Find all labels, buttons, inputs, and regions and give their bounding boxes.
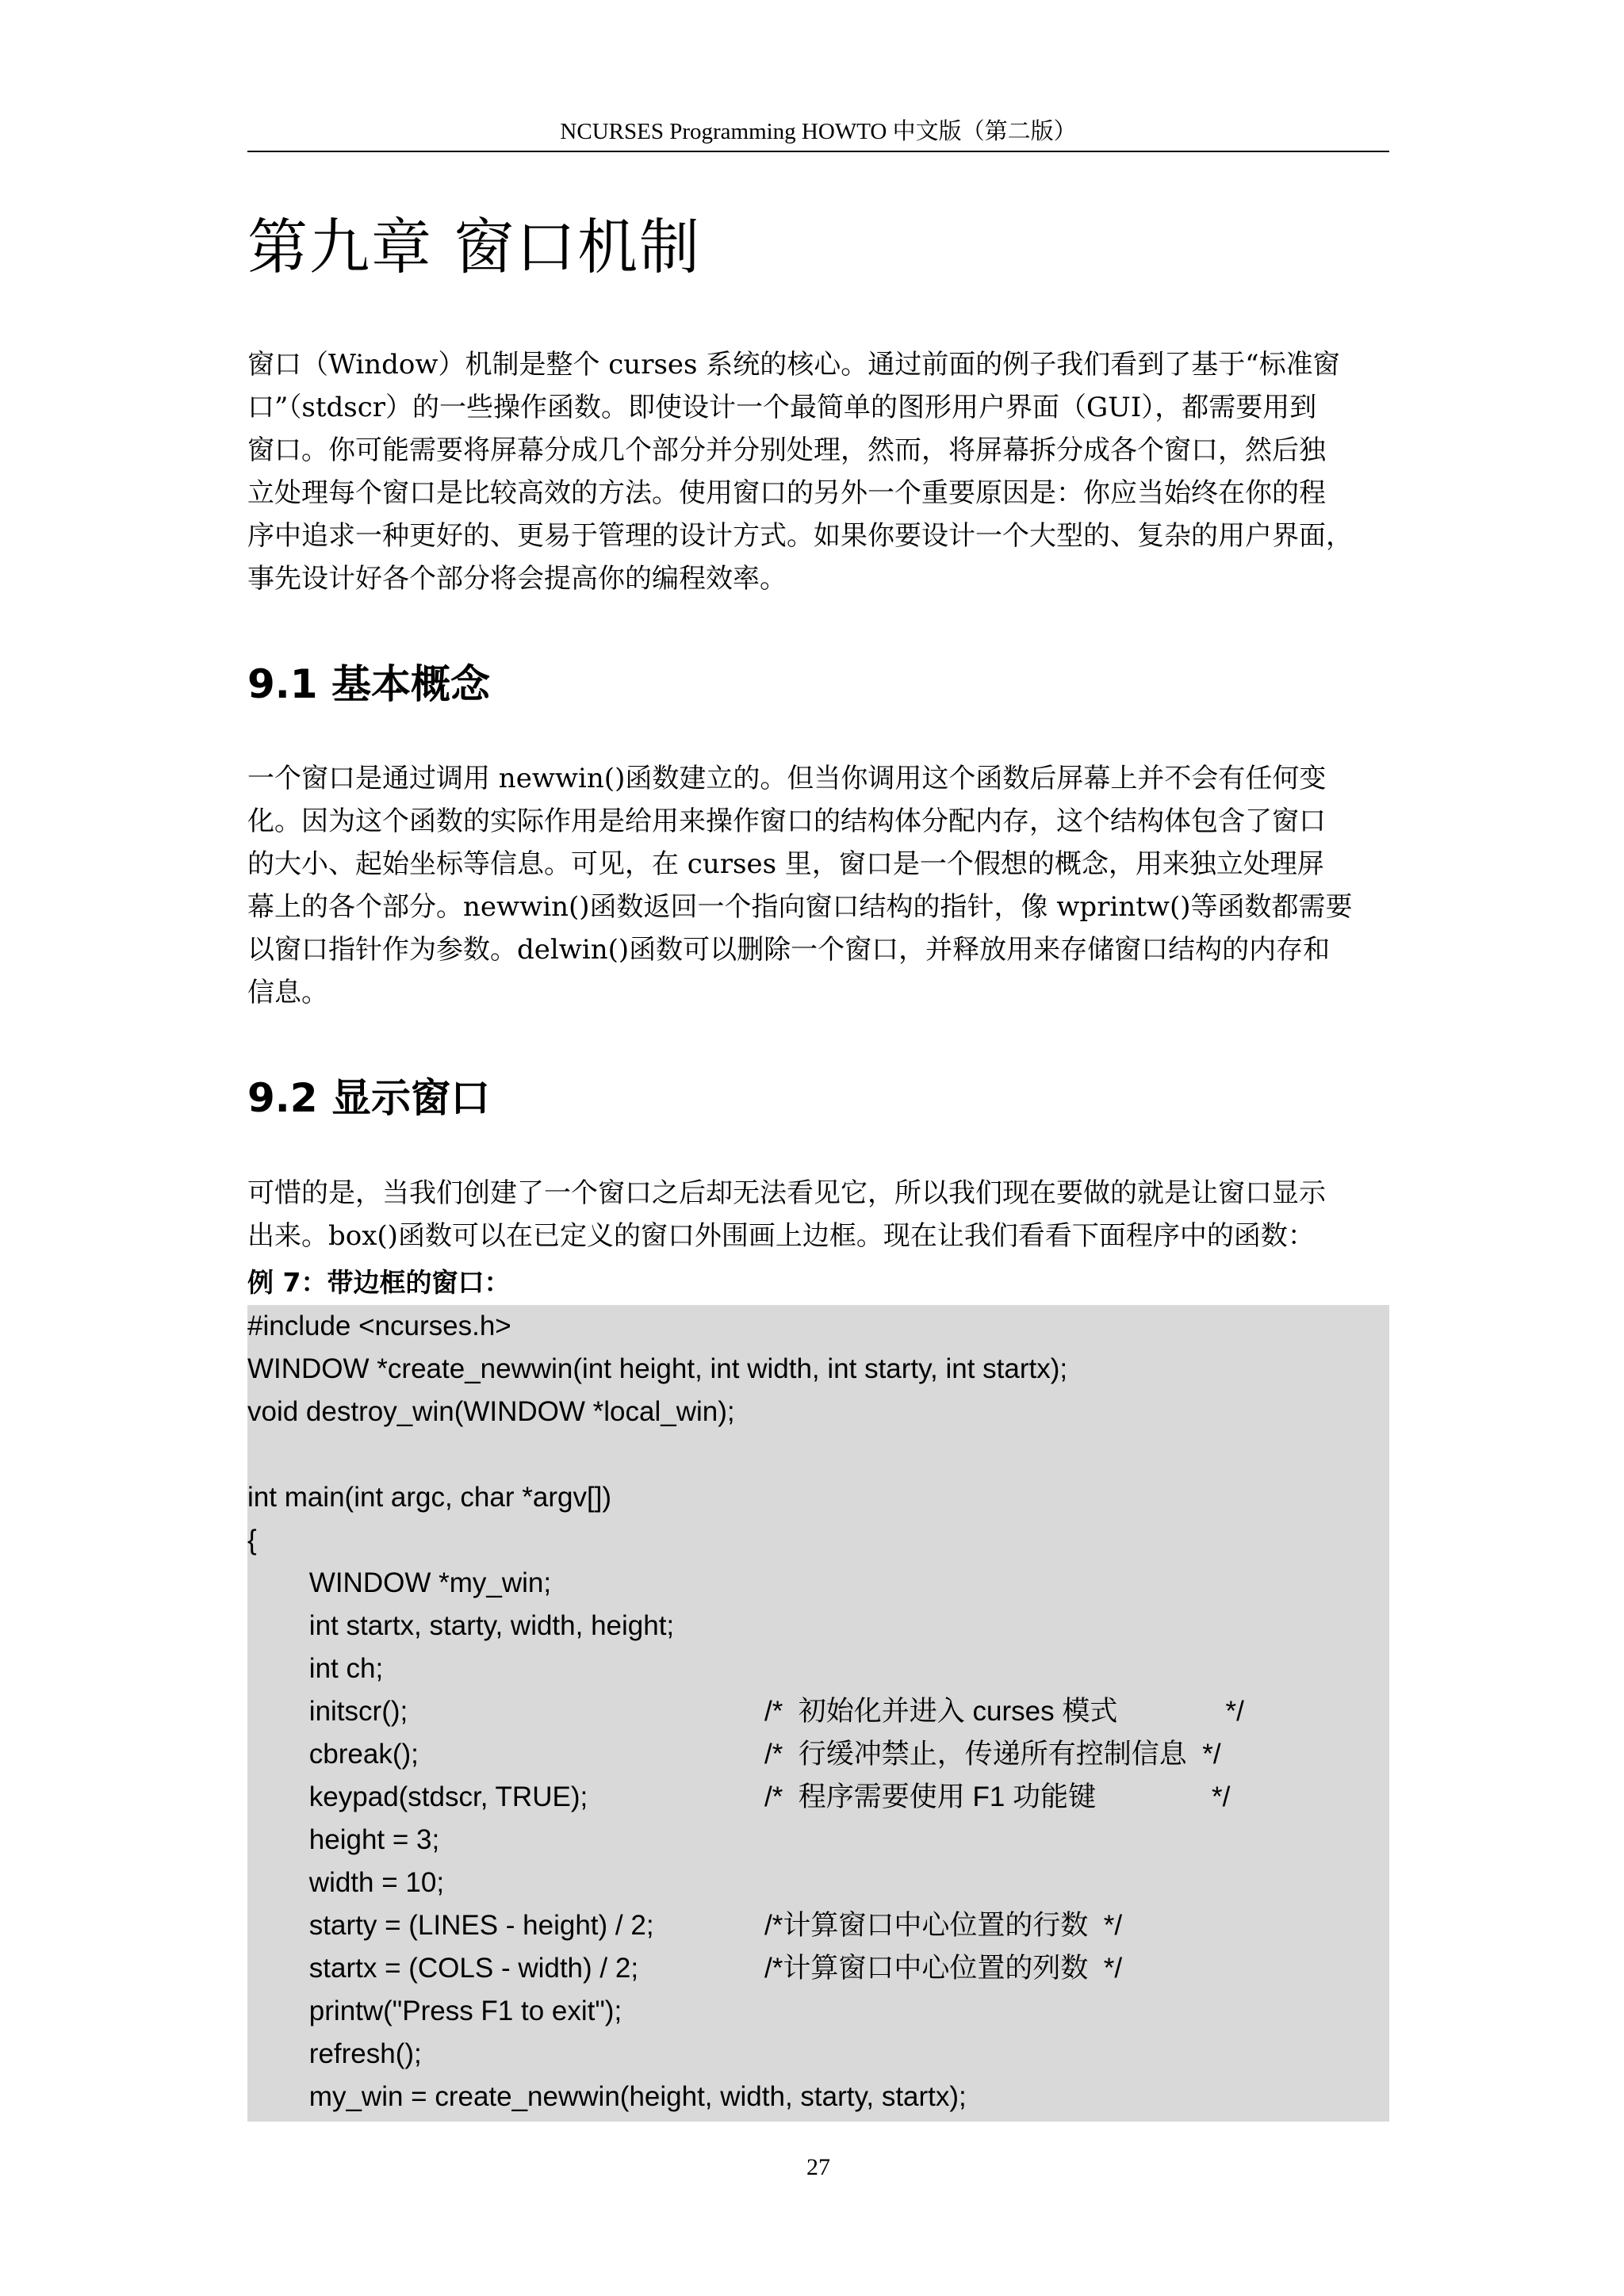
section-9-1-paragraph: 一个窗口是通过调用 newwin()函数建立的。但当你调用这个函数后屏幕上并不会有任何变 化。因为这个函数的实际作用是给用来操作窗口的结构体分配内存，这个结构体包含了窗口 的大小、起始坐标等信息。可见，在 curses 里，窗口是一个假想的概念，用来独立处理屏 幕上的各个部分。newwin()函数返回一个指向窗口结构的指针，像 wprintw()等函数都需要 以窗口指针作为参数。delwin()函数可以删除一个窗口，并释放用来存储窗口结构的内存和 信息。	[247, 763, 1353, 1008]
intro-paragraph: 窗口（Window）机制是整个 curses 系统的核心。通过前面的例子我们看到了基于“标准窗 口”（stdscr）的一些操作函数。即使设计一个最简单的图形用户界面（GUI），都需要用到 窗口。你可能需要将屏幕分成几个部分并分别处理，然而，将屏幕拆分成各个窗口，然后独 立处理每个窗口是比较高效的方法。使用窗口的另外一个重要原因是：你应当始终在你的程 序中追求一种更好的、更易于管理的设计方式。如果你要设计一个大型的、复杂的用户界面， 事先设计好各个部分将会提高你的编程效率。	[247, 349, 1353, 595]
header-rule	[247, 151, 1389, 152]
code-comment: /* 初始化并进入 curses 模式 */	[764, 1696, 1244, 1727]
code-comment: /*计算窗口中心位置的行数 */	[764, 1910, 1123, 1941]
code-line: void destroy_win(WINDOW *local_win);	[247, 1396, 735, 1427]
code-line: #include <ncurses.h>	[247, 1311, 511, 1341]
code-line: height = 3;	[247, 1824, 440, 1855]
code-line: int ch;	[247, 1653, 384, 1684]
code-line: printw("Press F1 to exit");	[247, 1996, 622, 2026]
code-line: refresh();	[247, 2038, 422, 2069]
code-comment: /* 程序需要使用 F1 功能键 */	[764, 1781, 1231, 1812]
code-line: keypad(stdscr, TRUE);	[247, 1781, 588, 1812]
chapter-title: 第九章 窗口机制	[247, 212, 702, 282]
code-line: WINDOW *my_win;	[247, 1567, 552, 1598]
code-comment: /* 行缓冲禁止，传递所有控制信息 */	[764, 1739, 1221, 1770]
code-block	[247, 1305, 1389, 2122]
code-line: int main(int argc, char *argv[])	[247, 1482, 612, 1513]
section-9-1-title: 9.1 基本概念	[247, 661, 490, 707]
code-line: startx = (COLS - width) / 2;	[247, 1953, 639, 1984]
section-9-2-title: 9.2 显示窗口	[247, 1075, 490, 1121]
running-header: NCURSES Programming HOWTO 中文版（第二版）	[560, 119, 1077, 144]
code-line: width = 10;	[247, 1867, 445, 1898]
code-line: initscr();	[247, 1696, 408, 1727]
code-line: {	[247, 1525, 257, 1556]
code-line: int startx, starty, width, height;	[247, 1610, 675, 1641]
code-line: WINDOW *create_newwin(int height, int width, int starty, int startx);	[247, 1353, 1068, 1384]
section-9-2-paragraph: 可惜的是，当我们创建了一个窗口之后却无法看见它，所以我们现在要做的就是让窗口显示 出来。box()函数可以在已定义的窗口外围画上边框。现在让我们看看下面程序中的函数：	[247, 1177, 1326, 1252]
page-number: 27	[806, 2154, 830, 2180]
code-line: starty = (LINES - height) / 2;	[247, 1910, 654, 1941]
example-caption: 例 7：带边框的窗口：	[247, 1267, 511, 1298]
code-line: my_win = create_newwin(height, width, starty, startx);	[247, 2081, 967, 2112]
code-comment: /*计算窗口中心位置的列数 */	[764, 1953, 1123, 1984]
code-line: cbreak();	[247, 1739, 419, 1770]
